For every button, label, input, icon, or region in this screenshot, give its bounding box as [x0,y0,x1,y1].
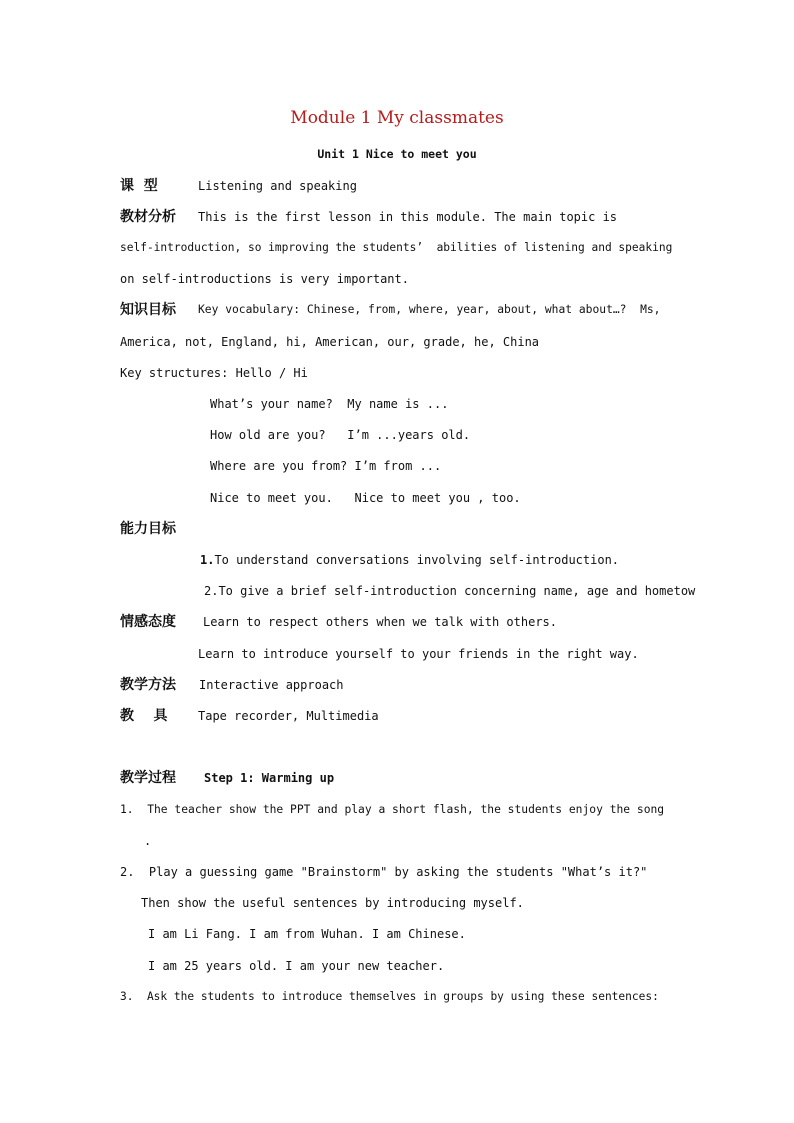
emotion-line-1: Learn to respect others when we talk with others. [203,615,558,629]
structure-line: Nice to meet you. Nice to meet you , too. [210,491,521,505]
analysis-line-1: This is the first lesson in this module. The main topic is [198,210,618,224]
analysis-line-2: self-introduction, so improving the students’ abilities of listening and speaking [120,241,673,254]
ability-item-1-text: To understand conversations involving self-introduction. [214,553,620,567]
process-item-3-line-1: 3. Ask the students to introduce themselves in groups by using these sentences: [120,990,659,1003]
ability-item-2: 2.To give a brief self-introduction concerning name, age and hometow [204,584,696,598]
ability-item-1-number: 1. [200,553,215,567]
process-item-2-line-3: I am Li Fang. I am from Wuhan. I am Chinese. [148,927,466,941]
process-item-2-line-2: Then show the useful sentences by introducing myself. [141,896,524,910]
method-value: Interactive approach [199,678,344,692]
process-item-2-line-1: 2. Play a guessing game "Brainstorm" by asking the students "What’s it?" [120,865,648,879]
knowledge-label: 知识目标 [120,302,176,318]
ability-label: 能力目标 [120,521,176,537]
step-1-heading: Step 1: Warming up [204,771,335,785]
method-label: 教学方法 [120,677,176,693]
tools-label: 教 具 [120,708,168,724]
analysis-line-3: on self-introductions is very important. [120,272,409,286]
ability-item-1 [200,552,619,568]
page-subtitle: Unit 1 Nice to meet you [317,147,477,161]
tools-value: Tape recorder, Multimedia [198,709,379,723]
lesson-type-value: Listening and speaking [198,179,357,193]
page-title: Module 1 My classmates [290,108,504,128]
emotion-line-2: Learn to introduce yourself to your friends in the right way. [198,647,639,661]
structure-line: How old are you? I’m ...years old. [210,428,471,442]
analysis-label: 教材分析 [120,209,176,225]
process-item-1-line-2: . [144,834,152,848]
process-label: 教学过程 [120,770,176,786]
process-item-2-line-4: I am 25 years old. I am your new teacher. [148,959,445,973]
lesson-type-label: 课 型 [120,178,158,194]
structure-line: What’s your name? My name is ... [210,397,449,411]
vocabulary-line-1: Key vocabulary: Chinese, from, where, year, about, what about…? Ms, [198,303,661,316]
structures-intro: Key structures: Hello / Hi [120,366,308,380]
vocabulary-line-2: America, not, England, hi, American, our, grade, he, China [120,335,540,349]
structure-line: Where are you from? I’m from ... [210,459,442,473]
emotion-label: 情感态度 [120,614,176,630]
process-item-1-line-1: 1. The teacher show the PPT and play a short flash, the students enjoy the song [120,803,665,816]
